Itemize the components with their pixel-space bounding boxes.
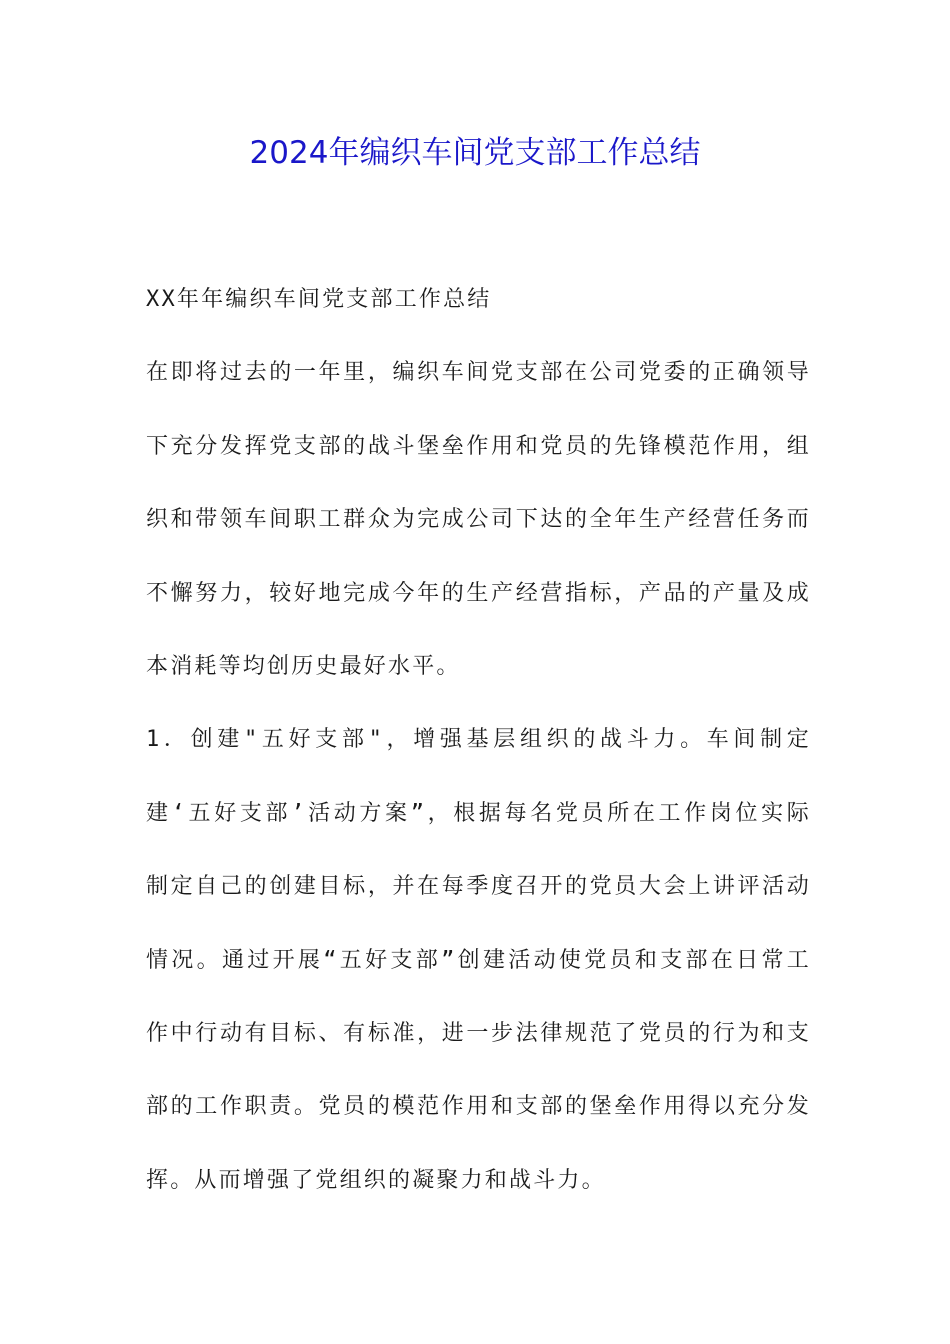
text-line: 作中行动有目标、有标准，进一步法律规范了党员的行为和支	[146, 1020, 811, 1046]
text-line: 1．创建"五好支部"，增强基层组织的战斗力。车间制定	[146, 727, 811, 753]
document-title: 2024年编织车间党支部工作总结	[249, 135, 701, 171]
text-line: 挥。从而增强了党组织的凝聚力和战斗力。	[146, 1167, 606, 1193]
text-line: 在即将过去的一年里，编织车间党支部在公司党委的正确领导	[146, 360, 811, 386]
text-line: 情况。通过开展“五好支部”创建活动使党员和支部在日常工	[146, 947, 811, 973]
text-line: 织和带领车间职工群众为完成公司下达的全年生产经营任务而	[146, 507, 811, 533]
text-line: 不懈努力，较好地完成今年的生产经营指标，产品的产量及成	[146, 580, 811, 606]
text-line: 下充分发挥党支部的战斗堡垒作用和党员的先锋模范作用，组	[146, 433, 811, 459]
text-line: XX年年编织车间党支部工作总结	[146, 287, 492, 312]
text-line: 部的工作职责。党员的模范作用和支部的堡垒作用得以充分发	[146, 1094, 811, 1120]
text-line: 建‘五好支部’活动方案”，根据每名党员所在工作岗位实际	[146, 800, 811, 826]
document-body	[146, 263, 811, 1217]
text-line: 制定自己的创建目标，并在每季度召开的党员大会上讲评活动	[146, 874, 811, 900]
text-line: 本消耗等均创历史最好水平。	[146, 653, 461, 679]
